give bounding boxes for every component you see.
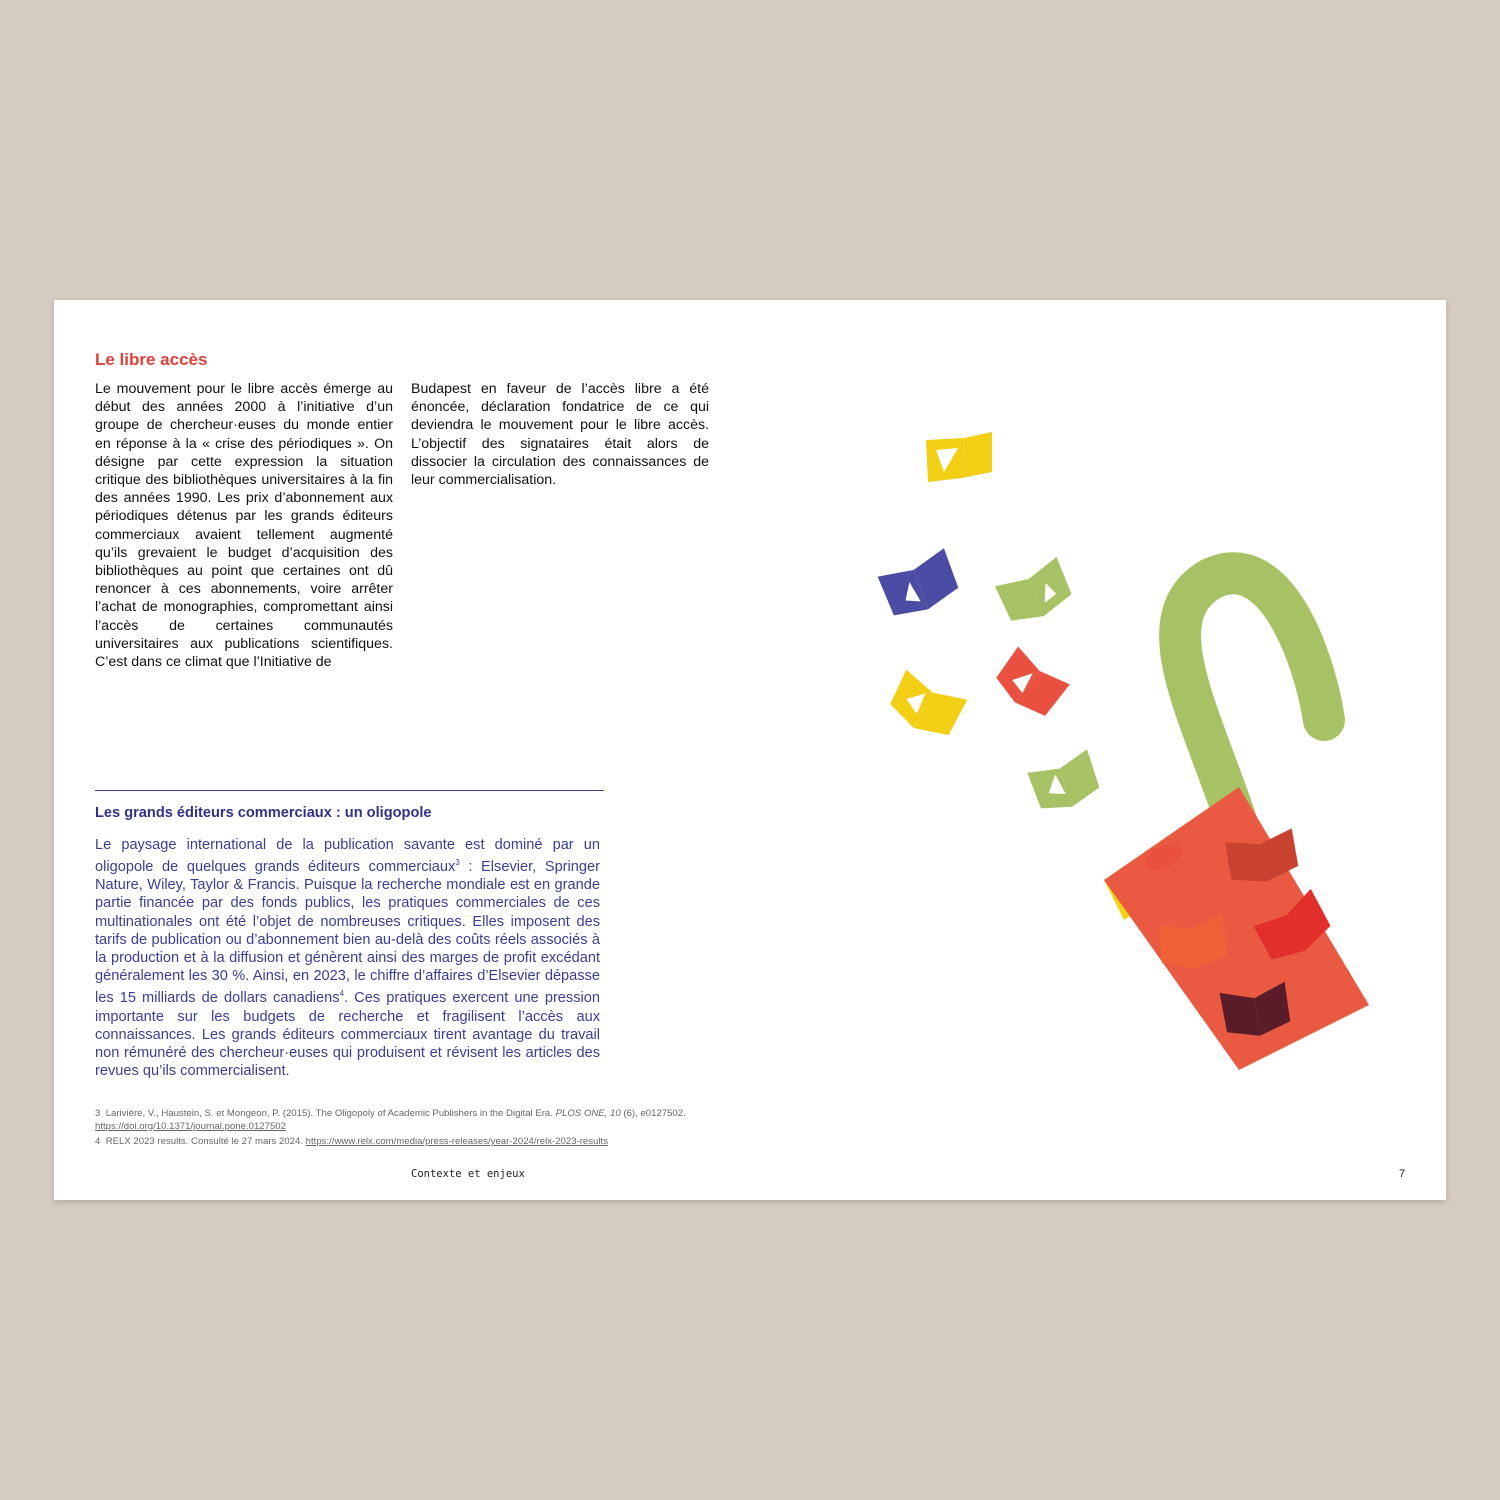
section-title-libre-acces: Le libre accès bbox=[95, 350, 208, 369]
footnote-4-text: RELX 2023 results. Consulté le 27 mars 2024. bbox=[105, 1136, 306, 1147]
box-text-part-c: . Ces pratiques exercent une pression importante sur les budgets de recherche et fragilisent l’accès aux connaissances. Les grands éditeurs commerciaux tirent avantage du travail non rémunéré des chercheur·euses qui produisent et révisent les articles des revues qu’ils commercialisent. bbox=[95, 990, 600, 1080]
box-text-part-a: Le paysage international de la publication savante est dominé par un oligopole de quelques grands éditeurs commerciaux bbox=[95, 837, 600, 876]
footnote-3-link[interactable]: https://doi.org/10.1371/journal.pone.0127502 bbox=[95, 1120, 286, 1132]
body-column-1: Le mouvement pour le libre accès émerge au début des années 2000 à l’initiative d’un groupe de chercheur·euses du monde entier en réponse à la « crise des périodiques ». On désigne par cette expression la situation critique des bibliothèques universitaires à la fin des années 1990. Les prix d’abonnement aux périodiques détenus par les grands éditeurs commerciaux avaient tellement augmenté qu’ils grevaient le budget d’acquisition des bibliothèques au point que certaines ont dû renoncer à ces abonnements, voire arrêter l’achat de monographies, compromettant ainsi l’accès de certaines communautés universitaires aux publications scientifiques. C’est dans ce climat que l’Initiative de bbox=[95, 381, 393, 671]
footnote-3 bbox=[95, 1108, 695, 1133]
footnote-ref-4[interactable]: 4 bbox=[339, 989, 345, 999]
footnote-4-number: 4 bbox=[95, 1136, 101, 1147]
book-icon-green-top bbox=[993, 557, 1075, 629]
box-text-part-b: : Elsevier, Springer Nature, Wiley, Taylor & Francis. Puisque la recherche mondiale est en grande partie financée par des fonds publics, les pratiques commerciales de ces multinationales ont été l’objet de nombreuses critiques. Elles imposent des tarifs de publication ou d’abonnement bien au-delà des coûts réels associés à la production et à la diffusion et génèrent ainsi des marges de profit excédant généralement les 30 %. Ainsi, en 2023, le chiffre d’affaires d’Elsevier dépasse les 15 milliards de dollars canadiens bbox=[95, 859, 600, 1007]
book-icon-yellow-left bbox=[884, 668, 968, 744]
body-column-2: Budapest en faveur de l’accès libre a été énoncée, déclaration fondatrice de ce qui deviendra le mouvement pour le libre accès. L’objectif des signataires était alors de dissocier la circulation des connaissances de leur commercialisation. bbox=[411, 381, 709, 489]
box-body-text bbox=[95, 836, 600, 1080]
footnote-4-link[interactable]: https://www.relx.com/media/press-releases/year-2024/relx-2023-results bbox=[305, 1136, 608, 1147]
footnote-3-issue: (6), e0127502. bbox=[620, 1108, 686, 1119]
book-icon-yellow-top bbox=[926, 432, 992, 482]
book-icon-blue bbox=[876, 548, 961, 621]
footnote-3-number: 3 bbox=[95, 1108, 101, 1119]
box-title-oligopole: Les grands éditeurs commerciaux : un oligopole bbox=[95, 805, 432, 821]
footnote-ref-3[interactable]: 3 bbox=[455, 858, 460, 868]
running-footer: Contexte et enjeux bbox=[411, 1168, 525, 1180]
document-page bbox=[54, 300, 1446, 1200]
padlock-shackle bbox=[1180, 573, 1324, 830]
unlocked-padlock-illustration bbox=[874, 420, 1374, 1080]
box-top-rule bbox=[95, 790, 604, 791]
page-number: 7 bbox=[1399, 1168, 1406, 1180]
book-icon-red bbox=[990, 645, 1070, 722]
footnote-4 bbox=[95, 1136, 695, 1149]
book-icon-green-bottom bbox=[1026, 749, 1102, 816]
footnote-3-journal: PLOS ONE, 10 bbox=[555, 1108, 621, 1119]
footnote-3-text: Larivière, V., Haustein, S. et Mongeon, P. (2015). The Oligopoly of Academic Publishers in the Digital Era. bbox=[105, 1108, 556, 1119]
